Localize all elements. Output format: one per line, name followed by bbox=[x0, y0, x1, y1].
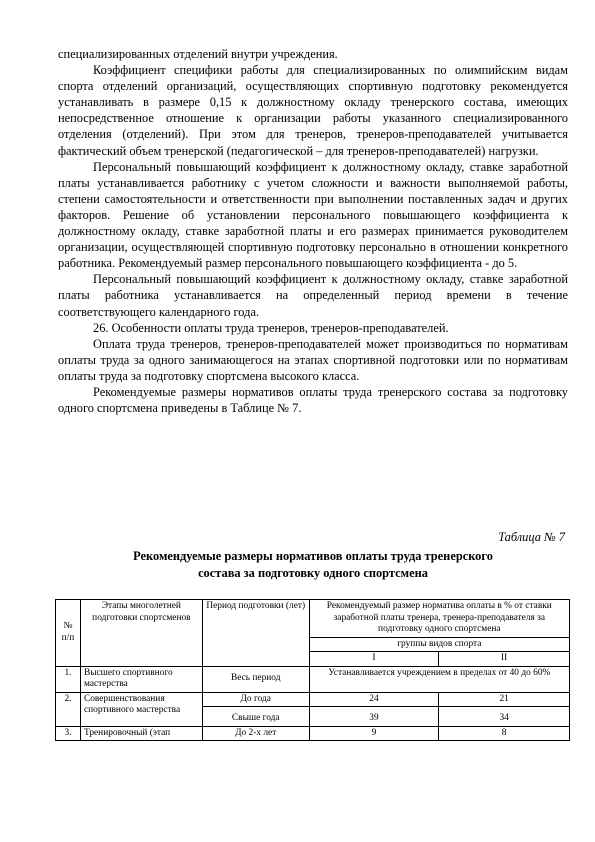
header-cell-stages: Этапы многолетней подготовки спортсменов bbox=[80, 600, 202, 667]
table-row bbox=[56, 726, 570, 741]
cell-group-2: 21 bbox=[439, 692, 570, 707]
cell-period: Весь период bbox=[202, 666, 309, 692]
header-cell-period: Период подготовки (лет) bbox=[202, 600, 309, 667]
table-row bbox=[56, 666, 570, 692]
table-row bbox=[56, 692, 570, 707]
cell-merged-value: Устанавливается учреждением в пределах от 40 до 60% bbox=[309, 666, 569, 692]
header-cell-sport-groups: группы видов спорта bbox=[309, 637, 569, 652]
header-cell-group-1: I bbox=[309, 652, 439, 667]
table-title bbox=[58, 548, 568, 582]
cell-group-2: 8 bbox=[439, 726, 570, 741]
table-header-row bbox=[56, 600, 570, 638]
cell-stage: Совершенствования спортивного мастерства bbox=[80, 692, 202, 726]
cell-num: 3. bbox=[56, 726, 81, 741]
body-text bbox=[58, 46, 568, 416]
cell-group-1: 24 bbox=[309, 692, 439, 707]
norms-table bbox=[55, 599, 570, 741]
paragraph: Оплата труда тренеров, тренеров-преподавателей может производиться по нормативам оплаты труда за одного занимающегося на этапах спортивной подготовки или по нормативам оплаты труда за подготовку спортсмена высокого класса. bbox=[58, 336, 568, 383]
cell-group-1: 39 bbox=[309, 707, 439, 727]
table-title-line: состава за подготовку одного спортсмена bbox=[198, 566, 428, 580]
cell-period: До 2-х лет bbox=[202, 726, 309, 741]
paragraph: Коэффициент специфики работы для специализированных по олимпийским видам спорта отделений организаций, осуществляющих спортивную подготовку рекомендуется устанавливать в размере 0,15 к должностному окладу тренерского состава, имеющих непосредственное отношение к организации работы указанного специализированного отделения (отделений). При этом для тренеров, тренеров-преподавателей учитывается фактический объем тренерской (педагогической – для тренеров-преподавателей) нагрузки. bbox=[58, 63, 568, 158]
cell-num: 1. bbox=[56, 666, 81, 692]
cell-period: Свыше года bbox=[202, 707, 309, 727]
cell-group-1: 9 bbox=[309, 726, 439, 741]
cell-stage: Тренировочный (этап bbox=[80, 726, 202, 741]
cell-stage: Высшего спортивного мастерства bbox=[80, 666, 202, 692]
header-cell-recommended: Рекомендуемый размер норматива оплаты в % от ставки заработной платы тренера, тренера-преподавателя за подготовку одного спортсмена bbox=[309, 600, 569, 638]
cell-group-2: 34 bbox=[439, 707, 570, 727]
cell-num: 2. bbox=[56, 692, 81, 726]
section-heading: 26. Особенности оплаты труда тренеров, тренеров-преподавателей. bbox=[93, 320, 449, 335]
paragraph: Персональный повышающий коэффициент к должностному окладу, ставке заработной платы работника устанавливается на определенный период времени в течение соответствующего календарного года. bbox=[58, 272, 568, 319]
header-cell-num: № п/п bbox=[56, 600, 81, 667]
table-caption: Таблица № 7 bbox=[498, 530, 565, 544]
paragraph: Персональный повышающий коэффициент к должностному окладу, ставке заработной платы устанавливается работнику с учетом сложности и важности выполняемой работы, степени самостоятельности и ответственности при выполнении поставленных задач и других факторов. Решение об установлении персонального повышающего коэффициента к должностному окладу, ставке заработной платы и его размерах принимается руководителем организации, осуществляющей спортивную подготовку персонально в отношении конкретного работника. Рекомендуемый размер персонального повышающего коэффициента - до 5. bbox=[58, 159, 568, 271]
table-title-line: Рекомендуемые размеры нормативов оплаты труда тренерского bbox=[133, 549, 493, 563]
paragraph: Рекомендуемые размеры нормативов оплаты труда тренерского состава за подготовку одного спортсмена приведены в Таблице № 7. bbox=[58, 384, 568, 416]
paragraph: специализированных отделений внутри учреждения. bbox=[58, 47, 338, 61]
header-cell-group-2: II bbox=[439, 652, 570, 667]
cell-period: До года bbox=[202, 692, 309, 707]
